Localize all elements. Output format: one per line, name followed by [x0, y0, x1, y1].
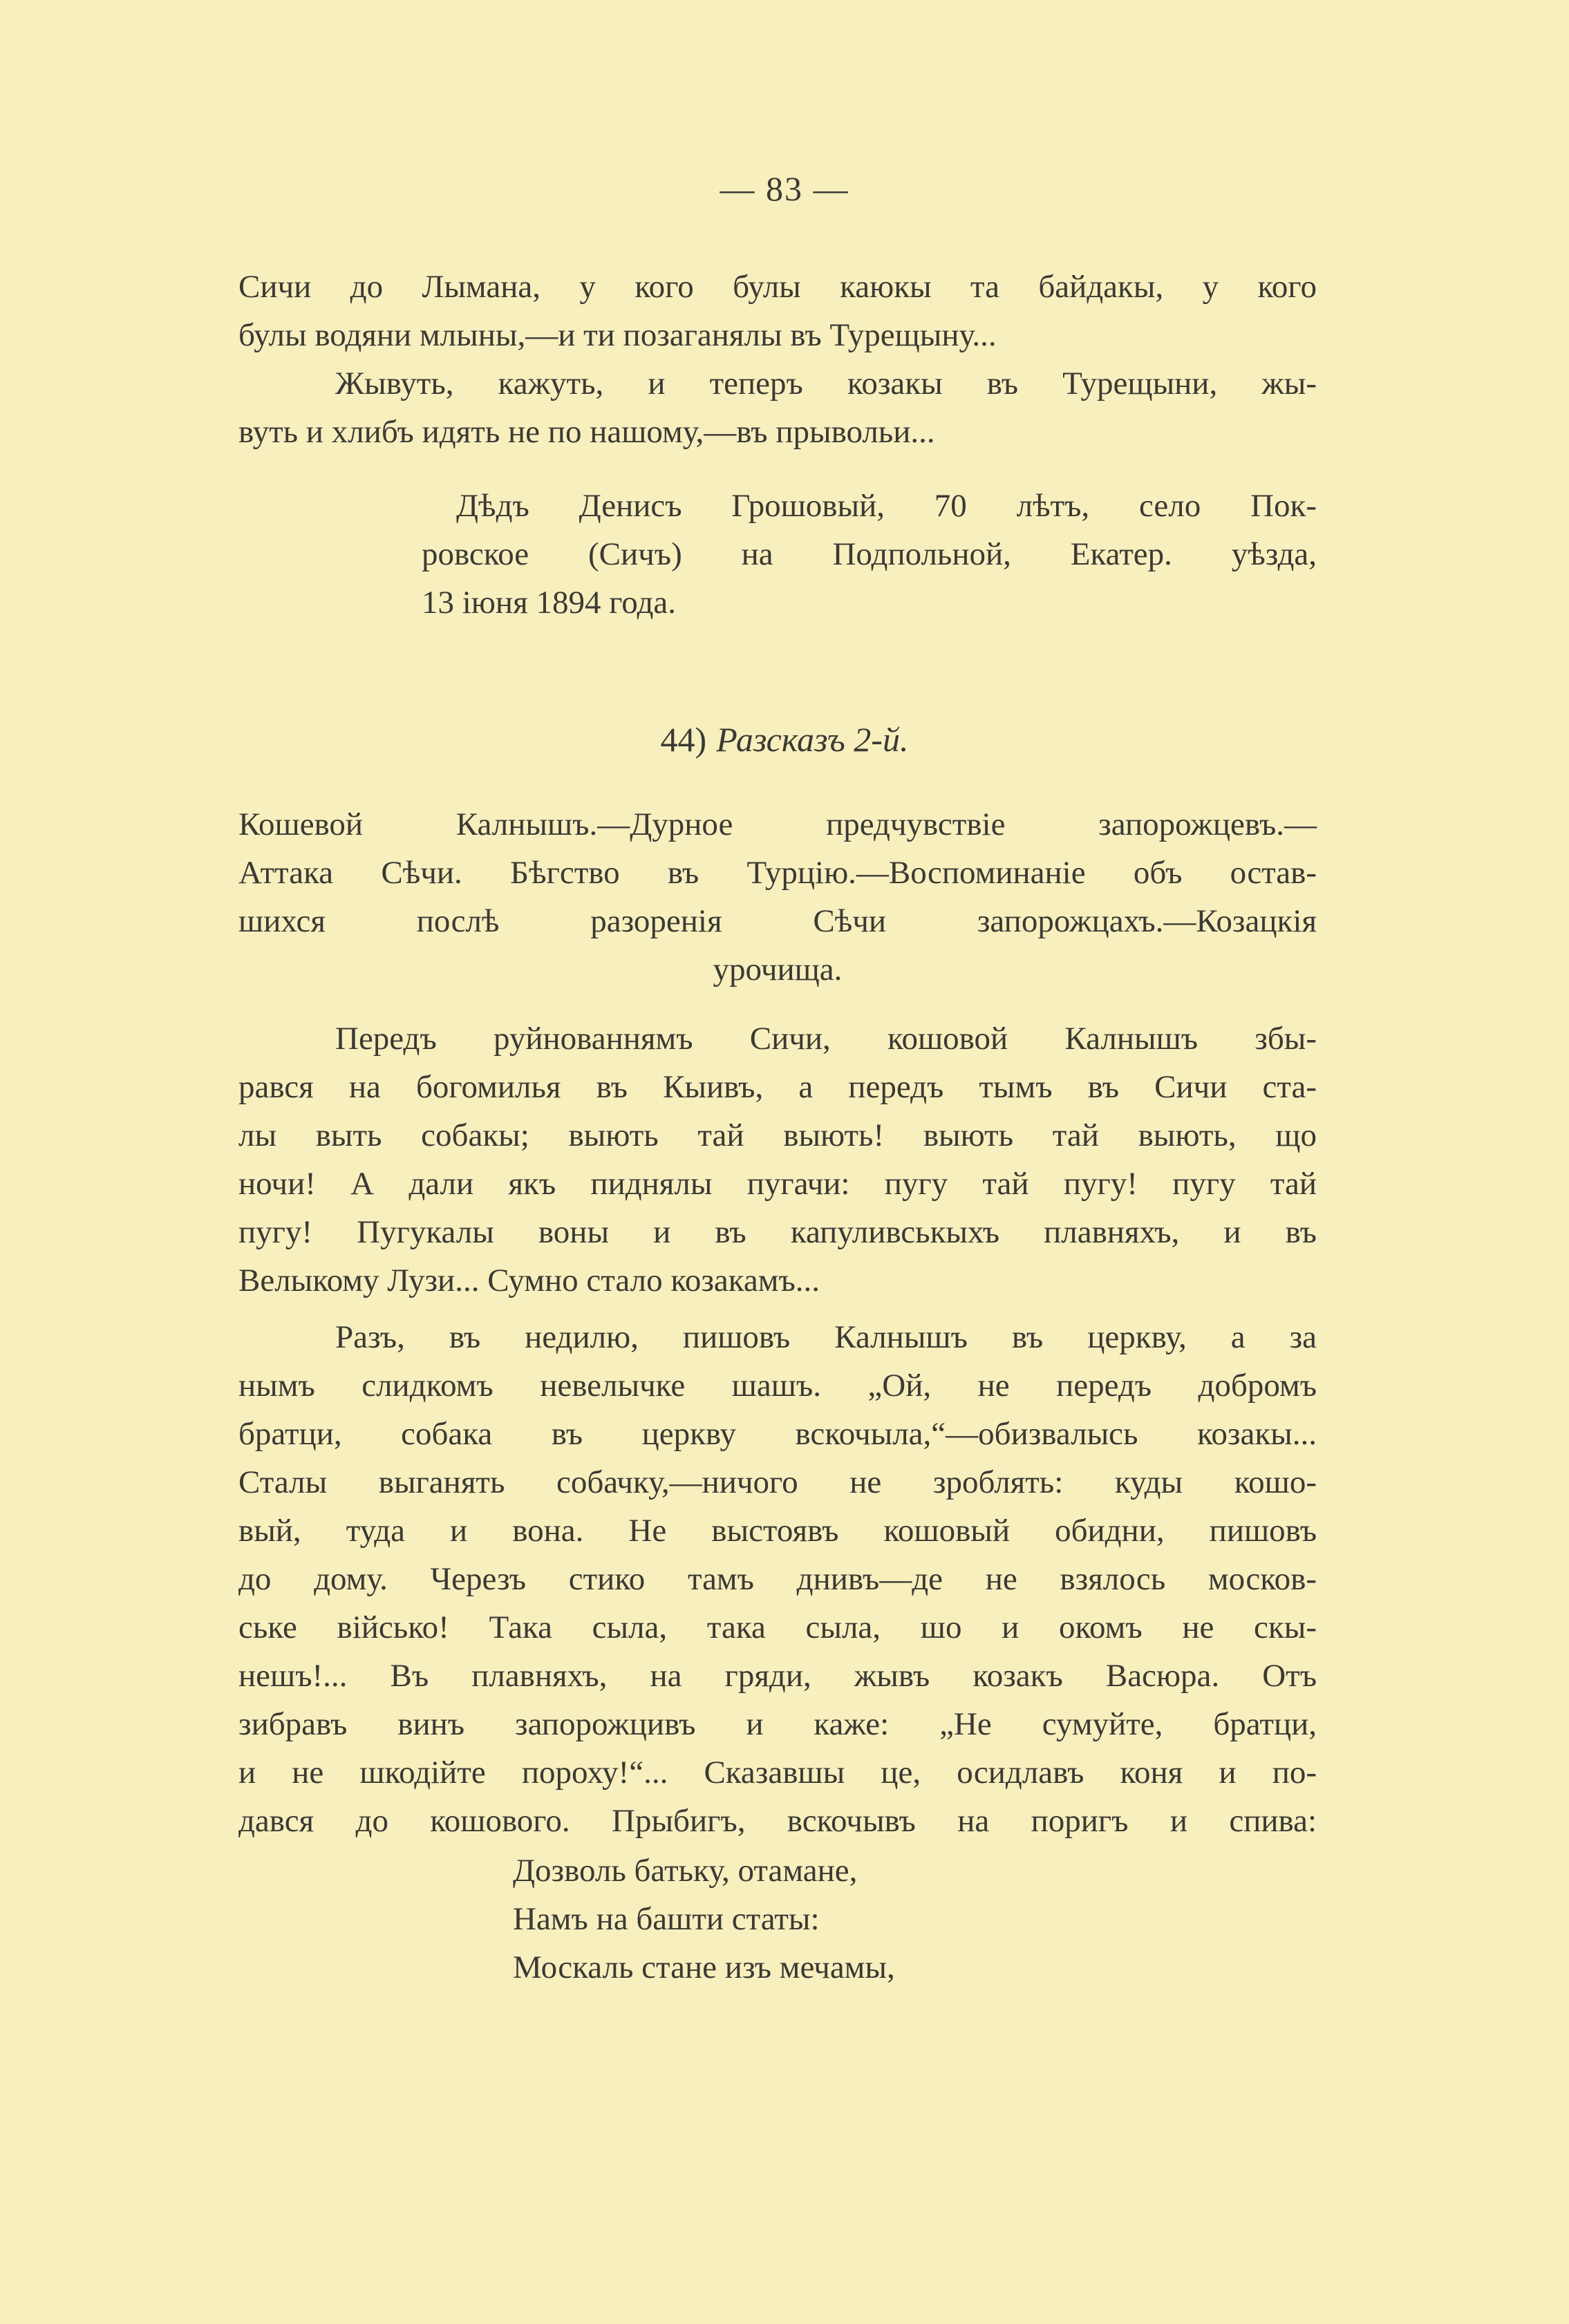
poem-verse [513, 1846, 895, 1992]
text-line: Аттака Сѣчи. Бѣгство въ Турцію.—Воспоминаніе объ остав- [238, 855, 1317, 891]
text-line: урочища. [713, 952, 843, 988]
verse-line: Дозволь батьку, отамане, [513, 1853, 858, 1889]
section-summary [238, 800, 1317, 994]
text-line: нешъ!... Въ плавняхъ, на гряди, жывъ козакъ Васюра. Отъ [238, 1658, 1317, 1694]
paragraph [238, 359, 1317, 456]
text-line: 13 іюня 1894 года. [422, 585, 676, 621]
text-line: Сичи до Лымана, у кого булы каюкы та байдакы, у кого [238, 269, 1317, 305]
text-line: ночи! А дали якъ пиднялы пугачи: пугу тай пугу! пугу тай [238, 1166, 1317, 1202]
text-line: булы водяни млыны,—и ти позаганялы въ Турещыну... [238, 317, 997, 353]
page-number: — 83 — [720, 169, 849, 208]
text-line: до дому. Черезъ стико тамъ днивъ—де не взялось москов- [238, 1561, 1317, 1597]
section-number: 44) [660, 720, 707, 759]
text-line: зибравъ винъ запорожцивъ и каже: „Не сумуйте, братци, [238, 1706, 1317, 1742]
text-line: дався до кошового. Прыбигъ, вскочывъ на поригъ и спива: [238, 1803, 1317, 1839]
paragraph [238, 1014, 1317, 1305]
text-line: пугу! Пугукалы воны и въ капуливськыхъ плавняхъ, и въ [238, 1214, 1317, 1250]
paragraph [238, 1313, 1317, 1845]
text-line: братци, собака въ церкву вскочыла,“—обизвалысь козакы... [238, 1416, 1317, 1452]
paragraph-continuation [238, 263, 1317, 359]
text-line: ровское (Сичъ) на Подпольной, Екатер. уѣзда, [422, 536, 1317, 572]
text-line: лы выть собакы; выють тай выють! выють тай выють, що [238, 1117, 1317, 1153]
text-line: нымъ слидкомъ невелычке шашъ. „Ой, не передъ добромъ [238, 1368, 1317, 1404]
section-heading [0, 715, 1569, 764]
text-line: Велыкому Лузи... Сумно стало козакамъ... [238, 1263, 820, 1298]
text-line: Кошевой Калнышъ.—Дурное предчувствіе запорожцевъ.— [238, 806, 1317, 842]
text-line: Разъ, въ недилю, пишовъ Калнышъ въ церкву, а за [335, 1319, 1317, 1355]
narrator-attribution [422, 482, 1317, 627]
text-line: Передъ руйнованнямъ Сичи, кошовой Калнышъ збы- [335, 1021, 1317, 1057]
text-line: и не шкодійте пороху!“... Сказавшы це, осидлавъ коня и по- [238, 1755, 1317, 1791]
text-line: Дѣдъ Денисъ Грошовый, 70 лѣтъ, село Пок- [456, 488, 1317, 524]
text-line: Сталы выганять собачку,—ничого не зроблять: куды кошо- [238, 1464, 1317, 1500]
text-line: шихся послѣ разоренія Сѣчи запорожцахъ.—Козацкія [238, 903, 1317, 939]
verse-line: Намъ на башти статы: [513, 1901, 820, 1937]
section-title: Разсказъ 2-й. [716, 720, 909, 759]
text-line: вуть и хлибъ идять не по нашому,—въ прывольи... [238, 414, 935, 450]
verse-line: Москаль стане изъ мечамы, [513, 1949, 895, 1985]
text-line: Жывуть, кажуть, и теперъ козакы въ Турещыни, жы- [335, 366, 1317, 401]
text-line: ське військо! Така сыла, така сыла, шо и окомъ не скы- [238, 1609, 1317, 1645]
text-line: рався на богомилья въ Кыивъ, а передъ тымъ въ Сичи ста- [238, 1069, 1317, 1105]
text-line: вый, туда и вона. Не выстоявъ кошовый обидни, пишовъ [238, 1513, 1317, 1549]
